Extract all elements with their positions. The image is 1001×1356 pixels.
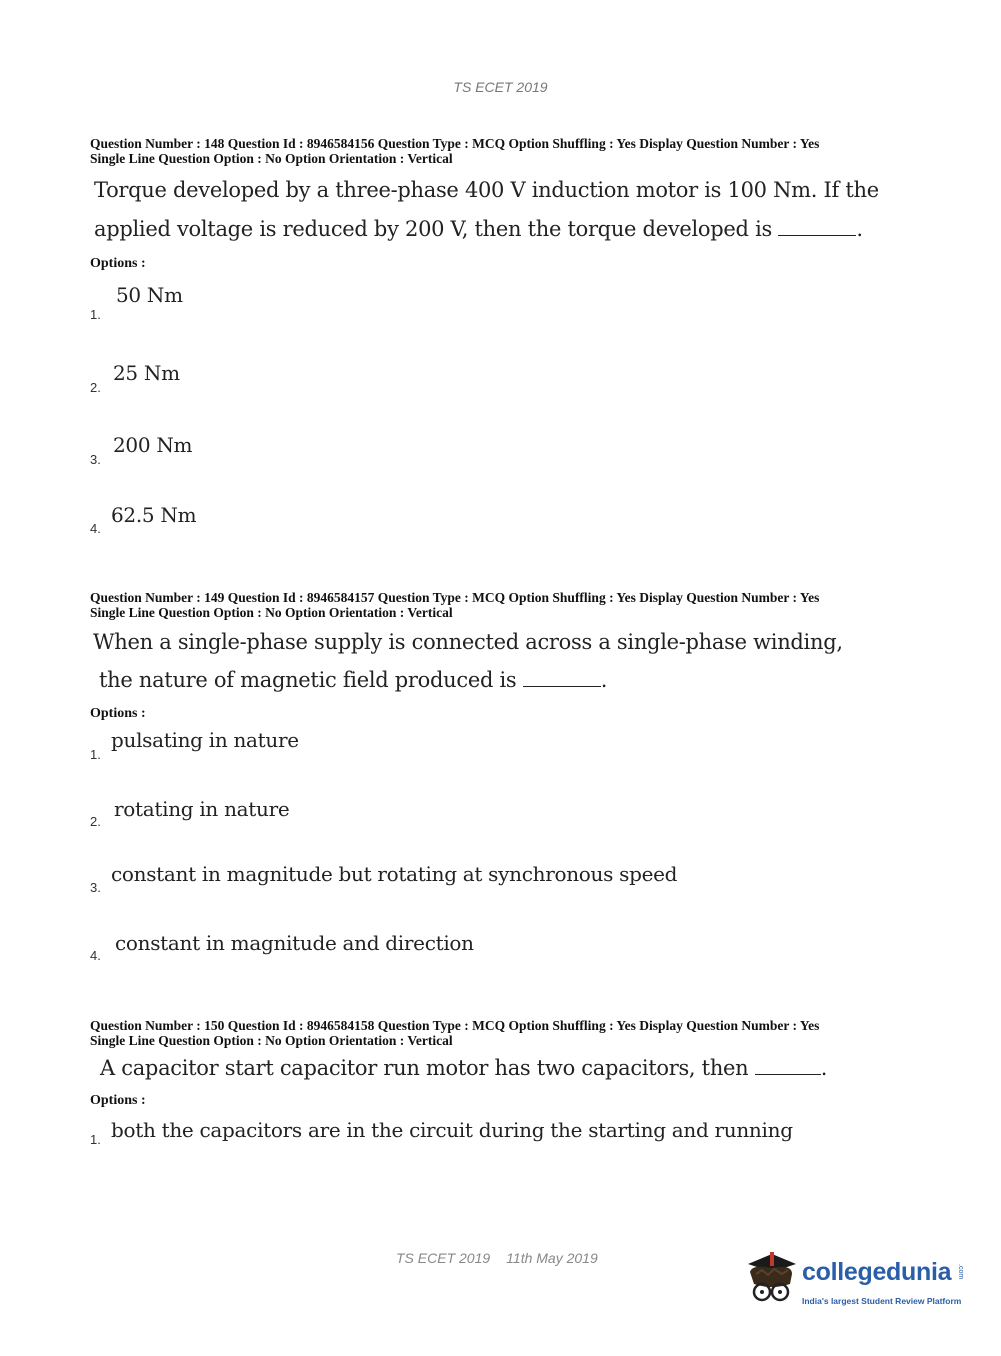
- question-148-text-line1: Torque developed by a three-phase 400 V induction motor is 100 Nm. If the: [94, 178, 879, 202]
- question-text-end: .: [820, 1056, 828, 1080]
- options-label: Options :: [90, 1093, 146, 1108]
- mascot-icon: [742, 1250, 800, 1312]
- question-148-text-line2: [94, 217, 863, 241]
- page-footer: [396, 1250, 598, 1266]
- collegedunia-logo[interactable]: [742, 1250, 972, 1312]
- answer-blank: [778, 219, 856, 236]
- answer-blank: [755, 1058, 821, 1075]
- question-meta-line1: Question Number : 148 Question Id : 8946584156 Question Type : MCQ Option Shuffling : Yes Display Question Number : Yes: [90, 136, 820, 151]
- options-label: Options :: [90, 256, 146, 271]
- option-number: 4.: [90, 948, 101, 963]
- option-number: 3.: [90, 452, 101, 467]
- option-number: 1.: [90, 307, 101, 322]
- option-number: 1.: [90, 747, 101, 762]
- question-150-meta: [90, 1018, 910, 1048]
- option-number: 4.: [90, 521, 101, 536]
- question-text-end: .: [600, 668, 608, 692]
- option-text: 50 Nm: [116, 283, 183, 307]
- question-149-text-line2: [99, 668, 607, 692]
- question-150-text-line1: [100, 1056, 827, 1080]
- option-number: 2.: [90, 380, 101, 395]
- question-149-meta: [90, 590, 910, 620]
- question-text: applied voltage is reduced by 200 V, then the torque developed is: [94, 217, 772, 241]
- option-number: 2.: [90, 814, 101, 829]
- question-meta-line1: Question Number : 150 Question Id : 8946584158 Question Type : MCQ Option Shuffling : Yes Display Question Number : Yes: [90, 1018, 820, 1033]
- question-text: A capacitor start capacitor run motor has two capacitors, then: [100, 1056, 749, 1080]
- option-text: 25 Nm: [113, 361, 180, 385]
- option-number: 3.: [90, 880, 101, 895]
- question-text: the nature of magnetic field produced is: [99, 668, 517, 692]
- logo-brand-name: collegedunia: [802, 1258, 952, 1286]
- answer-blank: [523, 670, 601, 687]
- option-text: 62.5 Nm: [111, 503, 197, 527]
- option-text: 200 Nm: [113, 433, 193, 457]
- footer-date: 11th May 2019: [506, 1250, 598, 1266]
- page-header-title: TS ECET 2019: [453, 79, 548, 95]
- question-meta-line1: Question Number : 149 Question Id : 8946584157 Question Type : MCQ Option Shuffling : Yes Display Question Number : Yes: [90, 590, 820, 605]
- logo-tagline: India's largest Student Review Platform: [802, 1296, 962, 1306]
- question-148-meta: [90, 136, 910, 166]
- option-text: constant in magnitude but rotating at synchronous speed: [111, 862, 678, 886]
- options-label: Options :: [90, 706, 146, 721]
- logo-brand-suffix: .com: [957, 1264, 964, 1280]
- option-text: rotating in nature: [114, 797, 290, 821]
- option-number: 1.: [90, 1132, 101, 1147]
- footer-exam: TS ECET 2019: [396, 1250, 491, 1266]
- option-text: both the capacitors are in the circuit during the starting and running: [111, 1118, 793, 1142]
- question-meta-line2: Single Line Question Option : No Option Orientation : Vertical: [90, 1033, 453, 1048]
- question-meta-line2: Single Line Question Option : No Option Orientation : Vertical: [90, 151, 453, 166]
- option-text: constant in magnitude and direction: [115, 931, 474, 955]
- option-text: pulsating in nature: [111, 728, 299, 752]
- question-meta-line2: Single Line Question Option : No Option Orientation : Vertical: [90, 605, 453, 620]
- question-149-text-line1: When a single-phase supply is connected across a single-phase winding,: [93, 630, 843, 654]
- question-text-end: .: [856, 217, 863, 241]
